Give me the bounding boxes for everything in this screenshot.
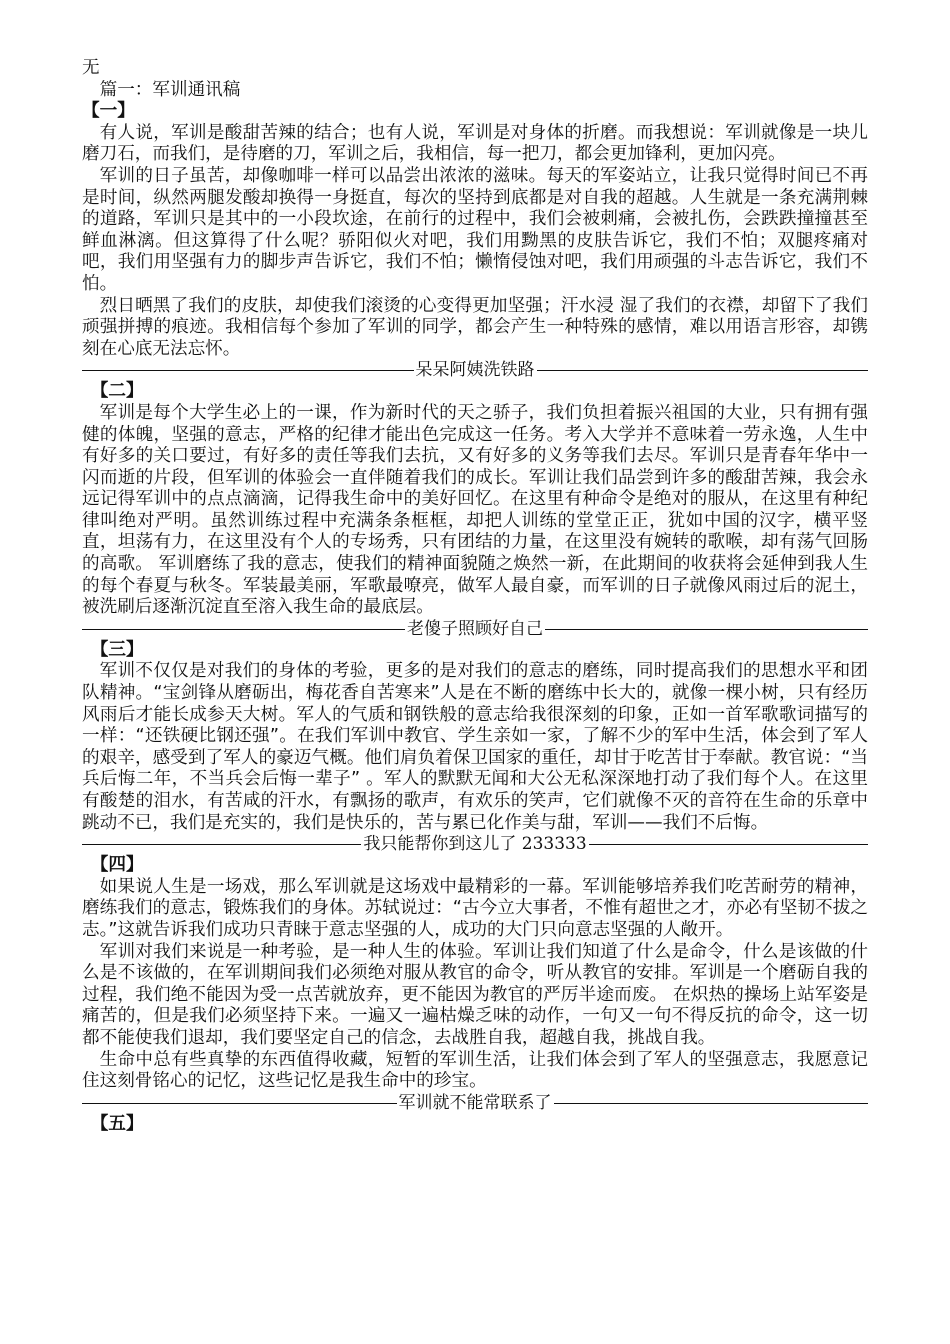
section-4-signature: 军训就不能常联系了 xyxy=(398,1092,552,1113)
section-1-signature-line xyxy=(82,360,868,381)
divider-right xyxy=(545,629,868,630)
section-4-paragraph-3: 生命中总有些真挚的东西值得收藏，短暂的军训生活，让我们体会到了军人的坚强意志，我愿意记住这刻骨铭心的记忆，这些记忆是我生命中的珍宝。 xyxy=(82,1049,868,1092)
section-2-paragraph-1: 军训是每个大学生必上的一课，作为新时代的天之骄子，我们负担着振兴祖国的大业，只有拥有强健的体魄，坚强的意志，严格的纪律才能出色完成这一任务。考入大学并不意味着一劳永逸，人生中有好多的关口要过，有好多的责任等我们去抗，又有好多的义务等我们去尽。军训只是青春年华中一闪而逝的片段，但军训的体验会一直伴随着我们的成长。军训让我们品尝到许多的酸甜苦辣，我会永远记得军训中的点点滴滴，记得我生命中的美好回忆。在这里有种命令是绝对的服从，在这里有种纪律叫绝对严明。虽然训练过程中充满条条框框，却把人训练的堂堂正正，犹如中国的汉字，横平竖直，坦荡有力，在这里没有个人的专场秀，只有团结的力量，在这里没有婉转的歌喉，却有荡气回肠的高歌。 军训磨练了我的意志，使我们的精神面貌随之焕然一新，在此期间的收获将会延伸到我人生的每个春夏与秋冬。军装最美丽，军歌最嘹亮，做军人最自豪，而军训的日子就像风雨过后的泥土，被洗刷后逐渐沉淀直至溶入我生命的最底层。 xyxy=(82,402,868,618)
section-3-signature: 我只能帮你到这儿了 233333 xyxy=(363,834,587,855)
section-4-paragraph-1: 如果说人生是一场戏，那么军训就是这场戏中最精彩的一幕。军训能够培养我们吃苦耐劳的精神，磨练我们的意志，锻炼我们的身体。苏轼说过：“古今立大事者，不惟有超世之才，亦必有坚韧不拔之志。”这就告诉我们成功只青睐于意志坚强的人，成功的大门只向意志坚强的人敞开。 xyxy=(82,876,868,940)
divider-left xyxy=(82,629,405,630)
divider-left xyxy=(82,844,361,845)
section-1-paragraph-1: 有人说，军训是酸甜苦辣的结合；也有人说，军训是对身体的折磨。而我想说：军训就像是一块儿磨刀石，而我们，是待磨的刀，军训之后，我相信，每一把刀，都会更加锋利，更加闪亮。 xyxy=(82,122,868,165)
section-1-heading: 【一】 xyxy=(82,101,135,122)
document-page xyxy=(82,58,868,1135)
divider-left xyxy=(82,370,414,371)
section-4-signature-line xyxy=(82,1093,868,1114)
section-4-paragraph-2: 军训对我们来说是一种考验，是一种人生的体验。军训让我们知道了什么是命令，什么是该做的什么是不该做的，在军训期间我们必须绝对服从教官的命令，听从教官的安排。军训是一个磨砺自我的过程，我们绝不能因为受一点苦就放弃，更不能因为教官的严厉半途而废。 在炽热的操场上站军姿是痛苦的，但是我们必须坚持下来。一遍又一遍枯燥乏味的动作，一句又一句不得反抗的命令，这一切都不能使我们退却，我们要坚定自己的信念，去战胜自我，超越自我，挑战自我。 xyxy=(82,941,868,1048)
section-5-heading: 【五】 xyxy=(90,1113,144,1134)
section-4-heading: 【四】 xyxy=(90,855,144,876)
section-1-paragraph-2: 军训的日子虽苦，却像咖啡一样可以品尝出浓浓的滋味。每天的军姿站立，让我只觉得时间已不再是时间，纵然两腿发酸却换得一身挺直，每次的坚持到底都是对自我的超越。人生就是一条充满荆棘的道路，军训只是其中的一小段坎途，在前行的过程中，我们会被刺痛，会被扎伤，会跌跌撞撞甚至鲜血淋漓。但这算得了什么呢？骄阳似火对吧，我们用黝黑的皮肤告诉它，我们不怕；双腿疼痛对吧，我们用坚强有力的脚步声告诉它，我们不怕；懒惰侵蚀对吧，我们用顽强的斗志告诉它，我们不怕。 xyxy=(82,165,868,294)
divider-right xyxy=(554,1103,869,1104)
section-3-heading: 【三】 xyxy=(90,639,144,660)
top-word: 无 xyxy=(82,58,100,78)
divider-left xyxy=(82,1103,397,1104)
section-3-signature-line xyxy=(82,834,868,855)
divider-right xyxy=(589,844,868,845)
section-2-heading: 【二】 xyxy=(90,381,144,402)
section-2-signature: 老傻子照顾好自己 xyxy=(407,618,543,639)
section-2-signature-line xyxy=(82,619,868,640)
section-3-paragraph-1: 军训不仅仅是对我们的身体的考验，更多的是对我们的意志的磨练，同时提高我们的思想水平和团队精神。“宝剑锋从磨砺出，梅花香自苦寒来”人是在不断的磨练中长大的，就像一棵小树，只有经历风雨后才能长成参天大树。军人的气质和钢铁般的意志给我很深刻的印象，正如一首军歌歌词描写的一样：“还铁硬比钢还强”。在我们军训中教官、学生亲如一家，了解不少的军中生活，体会到了军人的艰辛，感受到了军人的豪迈气概。他们肩负着保卫国家的重任，却甘于吃苦甘于奉献。教官说：“当兵后悔二年，不当兵会后悔一辈子” 。军人的默默无闻和大公无私深深地打动了我们每个人。在这里有酸楚的泪水，有苦咸的汗水，有飘扬的歌声，有欢乐的笑声，它们就像不灭的音符在生命的乐章中跳动不已，我们是充实的，我们是快乐的，苦与累已化作美与甜，军训——我们不后悔。 xyxy=(82,661,868,833)
section-1-signature: 呆呆阿姨洗铁路 xyxy=(415,360,535,381)
divider-right xyxy=(537,370,869,371)
document-subtitle: 篇一：军训通讯稿 xyxy=(99,79,241,100)
section-1-paragraph-3: 烈日晒黑了我们的皮肤，却使我们滚烫的心变得更加坚强；汗水浸 湿了我们的衣襟，却留下了我们顽强拼搏的痕迹。我相信每个参加了军训的同学，都会产生一种特殊的感情，难以用语言形容，却镌刻在心底无法忘怀。 xyxy=(82,295,868,359)
